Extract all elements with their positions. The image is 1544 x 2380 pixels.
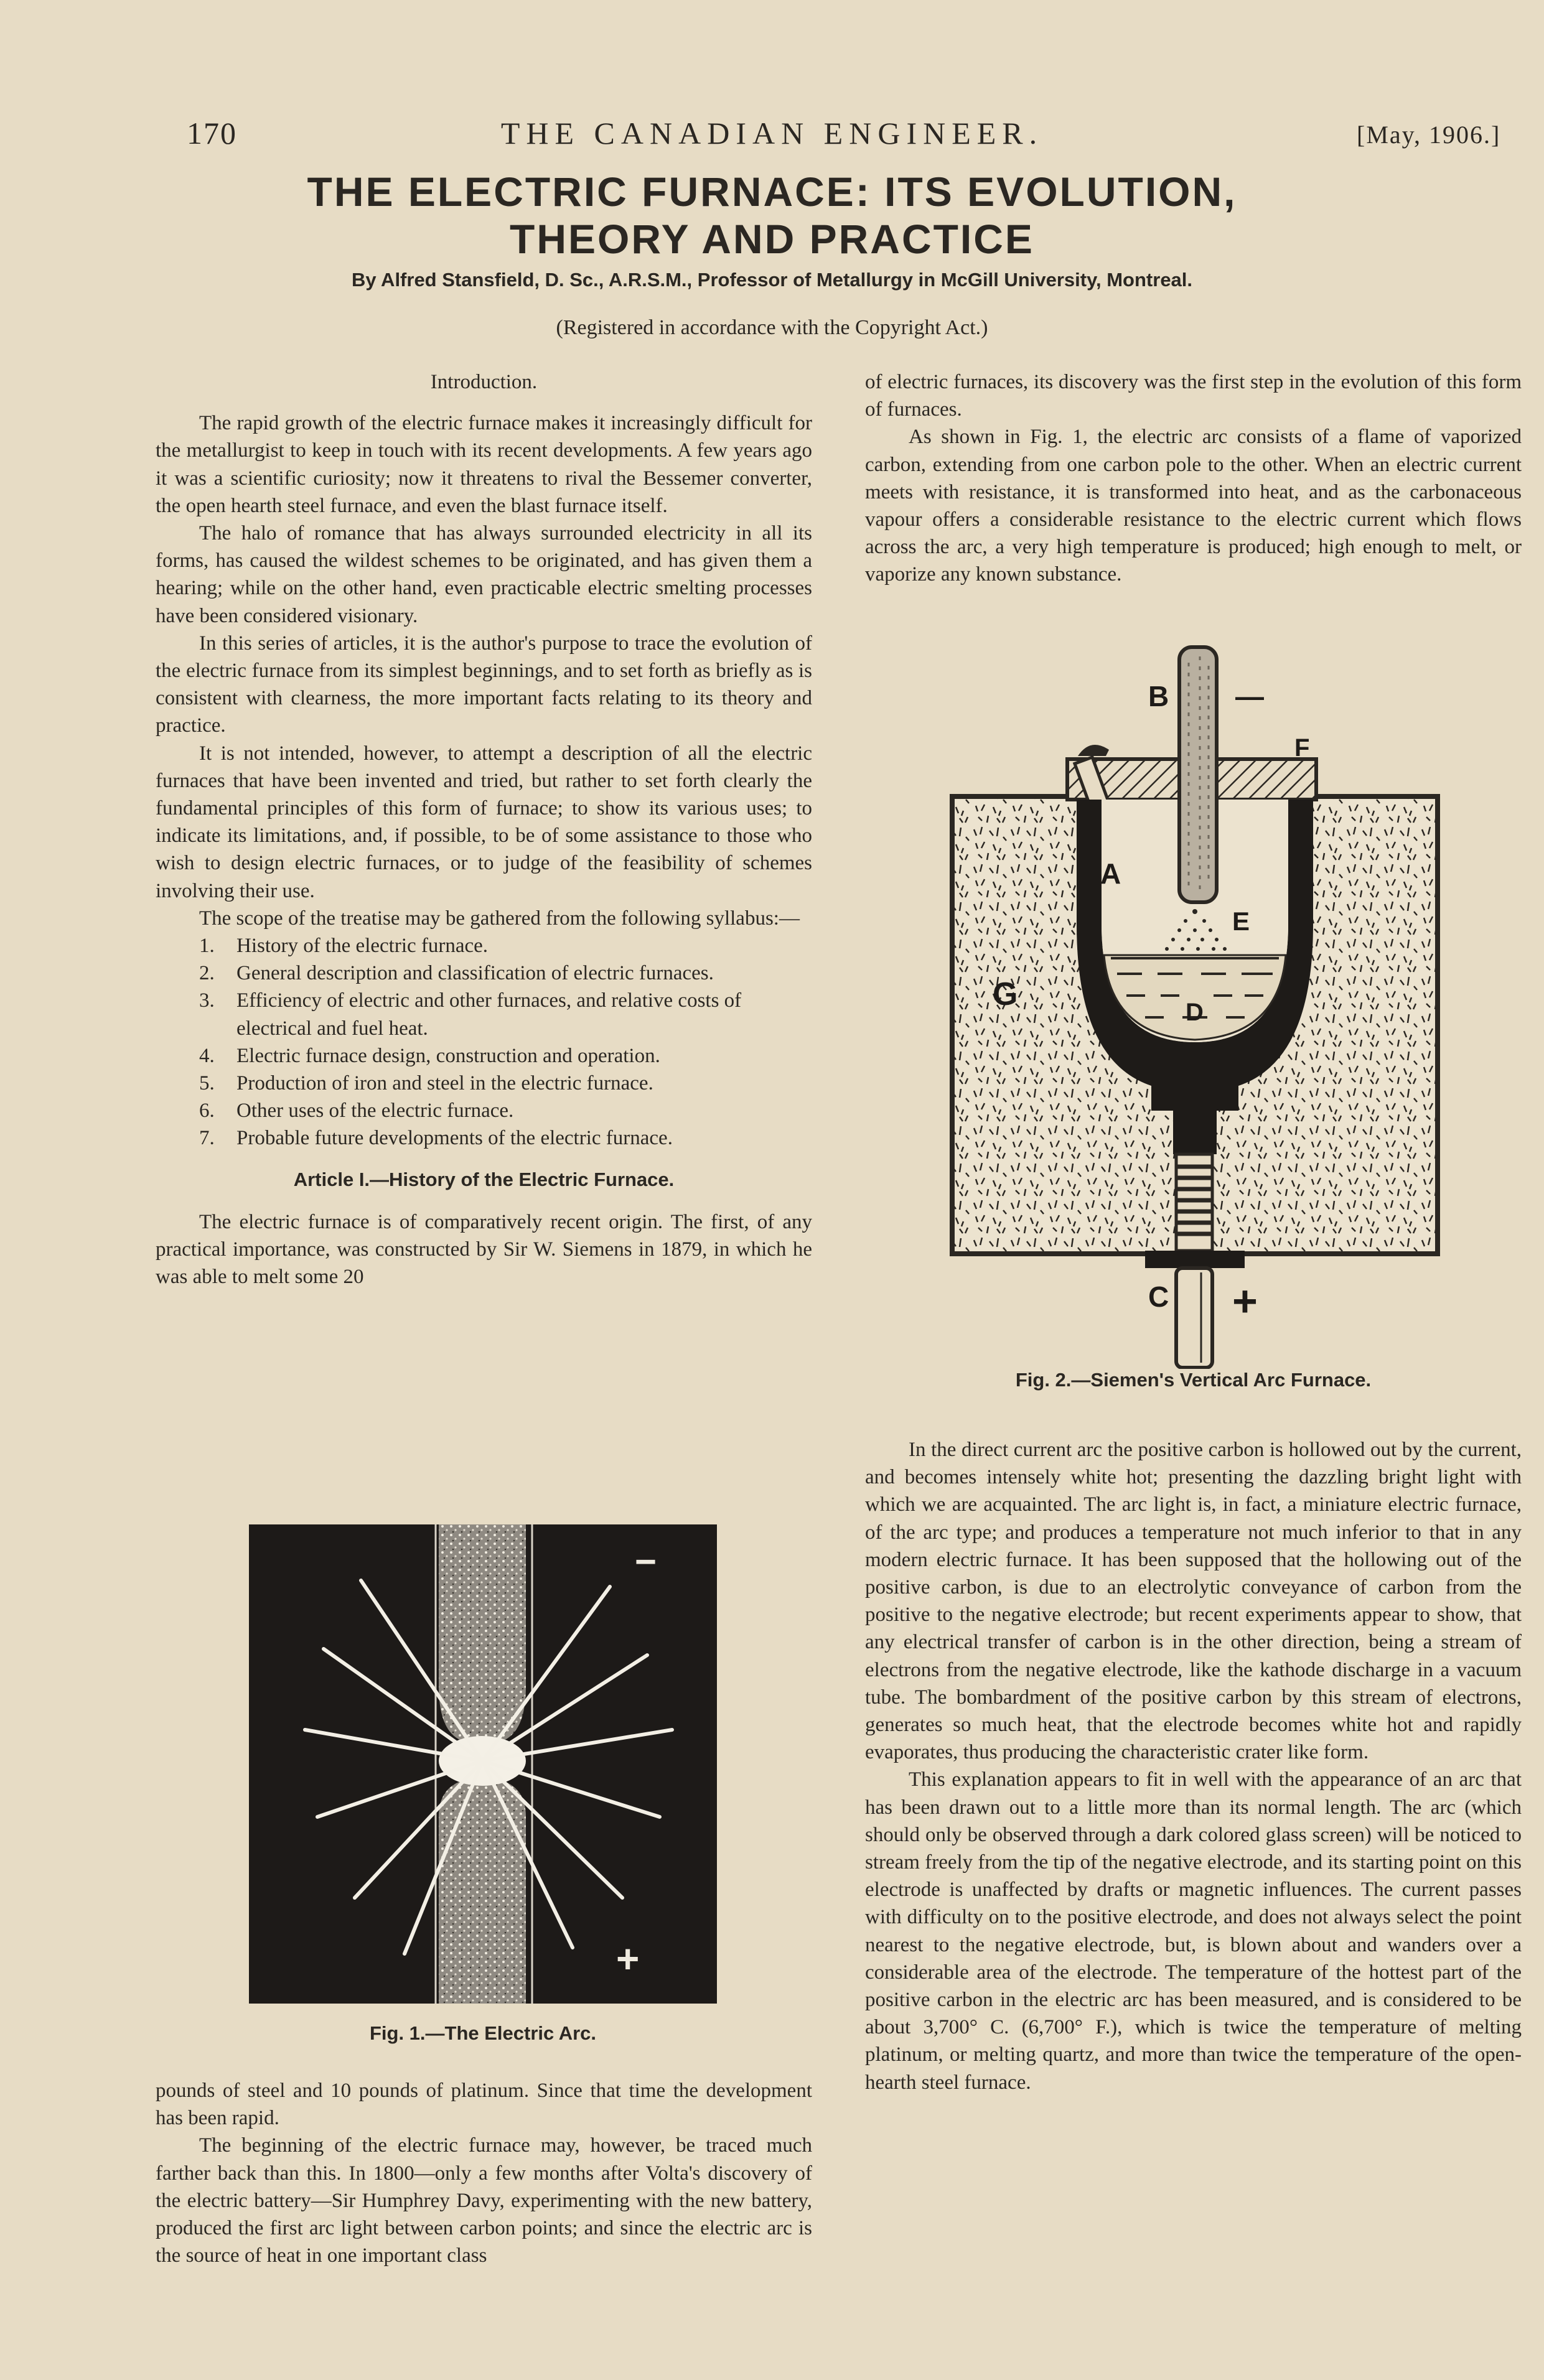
fig1-minus-label: −: [635, 1541, 657, 1582]
list-item: 1. History of the electric furnace.: [199, 935, 489, 958]
electrode-b: [1179, 647, 1217, 902]
paragraph: pounds of steel and 10 pounds of platinum. Since that time the development has been rapid.: [156, 2079, 812, 2130]
left-column-lower: [156, 2077, 812, 2269]
list-item: 7. Probable future developments of the electric furnace.: [199, 1127, 673, 1150]
positive-carbon-electrode: [439, 1780, 526, 2004]
paragraph: This explanation appears to fit in well with the appearance of an arc that has been drawn out to a little more than its normal length. The arc (which should only be observed through a dark colored glass screen) will be noticed to stream freely from the tip of the negative electrode, and its starting point on this electrode is unaffected by drafts or magnetic influences. The current passes with difficulty on to the positive electrode, and does not always select the point nearest to the negative electrode, but, is blown about and wanders over a considerable area of the electrode. The temperature of the hottest part of the positive carbon in the electric arc has been measured, and is considered to be about 3,700° C. (6,700° F.), which is twice the temperature of melting platinum, or melting quartz, and more than twice the temperature of the open-hearth steel furnace.: [865, 1768, 1522, 2094]
list-item: 6. Other uses of the electric furnace.: [199, 1099, 514, 1122]
figure-electric-arc: [249, 1524, 717, 2004]
list-item: 5. Production of iron and steel in the electric furnace.: [199, 1072, 653, 1095]
byline: By Alfred Stansfield, D. Sc., A.R.S.M., Professor of Metallurgy in McGill University, Montreal.: [351, 269, 1193, 291]
syllabus-list: [156, 932, 812, 1152]
article-heading: Article I.—History of the Electric Furnace.: [293, 1168, 675, 1190]
article-title: [0, 168, 1544, 263]
electrode-c: [1176, 1268, 1212, 1368]
label-c-sign: +: [1232, 1277, 1258, 1325]
list-item: 3. Efficiency of electric and other furnaces, and relative costs of electrical and fuel heat.: [199, 989, 742, 1040]
screw-thread: [1175, 1167, 1214, 1234]
label-d: D: [1186, 999, 1204, 1026]
paragraph: It is not intended, however, to attempt a description of all the electric furnaces that have been invented and tried, but rather to set forth clearly the fundamental principles of this form of furnace; to show its various uses; to indicate its limitations, and, if possible, to be of some assistance to those who wish to design electric furnaces, or to judge of the feasibility of schemes involving their use.: [156, 742, 812, 902]
paragraph: The scope of the treatise may be gathered from the following syllabus:—: [199, 907, 800, 930]
label-f: F: [1294, 734, 1310, 762]
right-column-lower: [865, 1436, 1522, 2096]
label-g: G: [993, 976, 1018, 1012]
label-e: E: [1232, 907, 1250, 936]
paragraph: In the direct current arc the positive carbon is hollowed out by the current, and becomes intensely white hot; presenting the dazzling bright light with which we are acquainted. The arc light is, in fact, a miniature electric furnace, of the arc type; and produces a temperature not much inferior to that in any modern electric furnace. It has been supposed that the hollowing out of the positive carbon, is due to an electrolytic conveyance of carbon from the positive to the negative electrode; but recent experiments appear to show, that any electrical transfer of carbon is in the other direction, being a stream of electrons from the negative electrode, like the kathode discharge in a vacuum tube. The bombardment of the positive carbon by this stream of electrons, generates so much heat, that the electrode becomes white hot and rapidly evaporates, thus producing the characteristic crater like form.: [865, 1439, 1522, 1764]
label-a: A: [1100, 857, 1121, 890]
left-column-upper: [156, 368, 812, 1291]
label-c: C: [1148, 1281, 1169, 1313]
list-item: 2. General description and classification of electric furnaces.: [199, 962, 714, 985]
paragraph: In this series of articles, it is the author's purpose to trace the evolution of the electric furnace from its simplest beginnings, and to set forth as briefly as is consistent with clearness, the more important facts relating to its theory and practice.: [156, 632, 812, 737]
page-number: 170: [187, 116, 237, 151]
copyright-note: (Registered in accordance with the Copyright Act.): [556, 316, 988, 339]
label-b: B: [1148, 680, 1169, 712]
negative-carbon-electrode: [439, 1524, 526, 1742]
issue-date: [May, 1906.]: [1357, 121, 1501, 149]
journal-title: THE CANADIAN ENGINEER.: [500, 116, 1044, 151]
paragraph: The electric furnace is of comparatively recent origin. The first, of any practical importance, was constructed by Sir W. Siemens in 1879, in which he was able to melt some 20: [156, 1210, 812, 1289]
fig1-caption: Fig. 1.—The Electric Arc.: [369, 2022, 597, 2044]
list-item: 4. Electric furnace design, construction and operation.: [199, 1044, 660, 1067]
paragraph: The beginning of the electric furnace may, however, be traced much farther back than this. In 1800—only a few months after Volta's discovery of the electric battery—Sir Humphrey Davy, experimenting with the new battery, produced the first arc light between carbon points; and since the electric arc is the source of heat in one important class: [156, 2134, 812, 2267]
paragraph: of electric furnaces, its discovery was the first step in the evolution of this form of furnaces.: [865, 371, 1522, 421]
paragraph: The halo of romance that has always surrounded electricity in all its forms, has caused the wildest schemes to be originated, and has given them a hearing; while on the other hand, even practicable electric smelting processes have been considered visionary.: [156, 522, 812, 627]
paragraph: As shown in Fig. 1, the electric arc consists of a flame of vaporized carbon, extending from one carbon pole to the other. When an electric current meets with resistance, it is transformed into heat, and as the carbonaceous vapour offers a considerable resistance to the electric current which flows across the arc, a very high temperature is produced; high enough to melt, or vaporize any known substance.: [865, 426, 1522, 586]
article-title-line-2: THEORY AND PRACTICE: [510, 216, 1034, 262]
figure-siemens-furnace: [933, 638, 1456, 1369]
fig1-plus-label: +: [616, 1936, 640, 1981]
label-b-sign: —: [1235, 680, 1264, 712]
fig2-caption: Fig. 2.—Siemen's Vertical Arc Furnace.: [1015, 1369, 1372, 1391]
article-title-line-1: THE ELECTRIC FURNACE: ITS EVOLUTION,: [307, 169, 1237, 215]
right-column-upper: [865, 368, 1522, 589]
introduction-heading: Introduction.: [430, 371, 538, 393]
paragraph: The rapid growth of the electric furnace makes it increasingly difficult for the metallurgist to keep in touch with its recent developments. A few years ago it was a scientific curiosity; now it threatens to rival the Bessemer converter, the open hearth steel furnace, and even the blast furnace itself.: [156, 412, 812, 517]
